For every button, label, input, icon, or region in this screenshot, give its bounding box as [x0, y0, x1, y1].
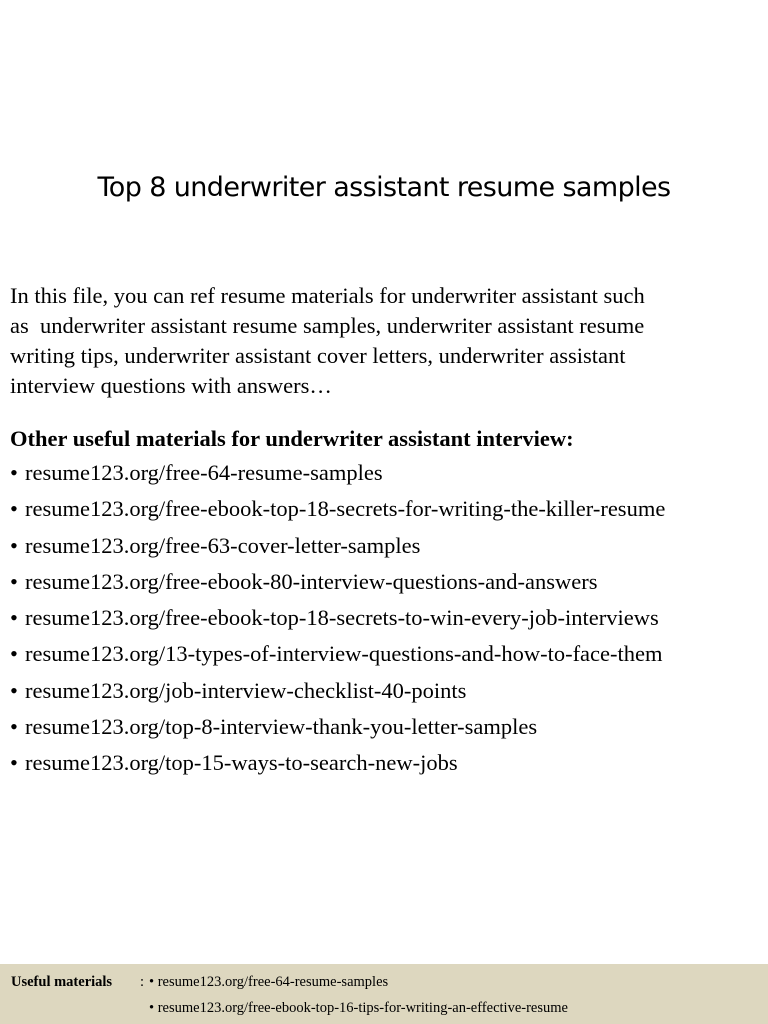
bullet-icon: • — [10, 568, 18, 594]
page-title: Top 8 underwriter assistant resume samples — [97, 172, 671, 203]
materials-heading: Other useful materials for underwriter assistant interview: — [10, 426, 574, 451]
list-item — [10, 639, 665, 675]
intro-line: In this file, you can ref resume materials for underwriter assistant such — [10, 283, 645, 308]
bullet-icon: • — [10, 714, 18, 740]
bullet-icon: • — [149, 1000, 155, 1016]
list-item — [10, 748, 665, 784]
resource-link[interactable]: resume123.org/13-types-of-interview-questions-and-how-to-face-them — [25, 641, 663, 667]
footer-label: Useful materials — [11, 974, 113, 990]
list-item — [10, 458, 665, 494]
list-item — [10, 567, 665, 603]
footer-bar — [0, 964, 768, 1024]
intro-line: as underwriter assistant resume samples, underwriter assistant resume — [10, 313, 645, 338]
bullet-icon: • — [149, 974, 155, 990]
bullet-icon: • — [10, 750, 18, 776]
resource-link[interactable]: resume123.org/job-interview-checklist-40-points — [25, 677, 467, 703]
intro-paragraph — [10, 281, 760, 401]
footer-link-item — [149, 972, 388, 992]
list-item — [10, 712, 665, 748]
resource-link[interactable]: resume123.org/top-8-interview-thank-you-letter-samples — [25, 714, 538, 740]
intro-line: interview questions with answers… — [10, 373, 332, 398]
resource-link[interactable]: resume123.org/free-ebook-top-18-secrets-for-writing-the-killer-resume — [25, 496, 666, 522]
bullet-icon: • — [10, 460, 18, 485]
bullet-icon: • — [10, 532, 18, 558]
list-item — [10, 603, 665, 639]
list-item — [10, 531, 665, 567]
footer-link-item — [149, 998, 568, 1018]
bullet-icon: • — [10, 605, 18, 631]
resource-link[interactable]: resume123.org/free-63-cover-letter-samples — [25, 532, 421, 558]
resource-link[interactable]: resume123.org/free-ebook-top-18-secrets-to-win-every-job-interviews — [25, 605, 659, 631]
resource-link[interactable]: resume123.org/free-64-resume-samples — [25, 460, 383, 485]
footer-link[interactable]: resume123.org/free-64-resume-samples — [157, 974, 389, 990]
footer-link[interactable]: resume123.org/free-ebook-top-16-tips-for-writing-an-effective-resume — [157, 1000, 568, 1016]
intro-line: writing tips, underwriter assistant cover letters, underwriter assistant — [10, 343, 626, 368]
bullet-icon: • — [10, 677, 18, 703]
footer-colon: : — [140, 974, 145, 990]
materials-link-list — [10, 458, 665, 785]
list-item — [10, 494, 665, 530]
bullet-icon: • — [10, 641, 18, 667]
resource-link[interactable]: resume123.org/free-ebook-80-interview-questions-and-answers — [25, 568, 598, 594]
resource-link[interactable]: resume123.org/top-15-ways-to-search-new-jobs — [25, 750, 458, 776]
list-item — [10, 676, 665, 712]
bullet-icon: • — [10, 496, 18, 522]
